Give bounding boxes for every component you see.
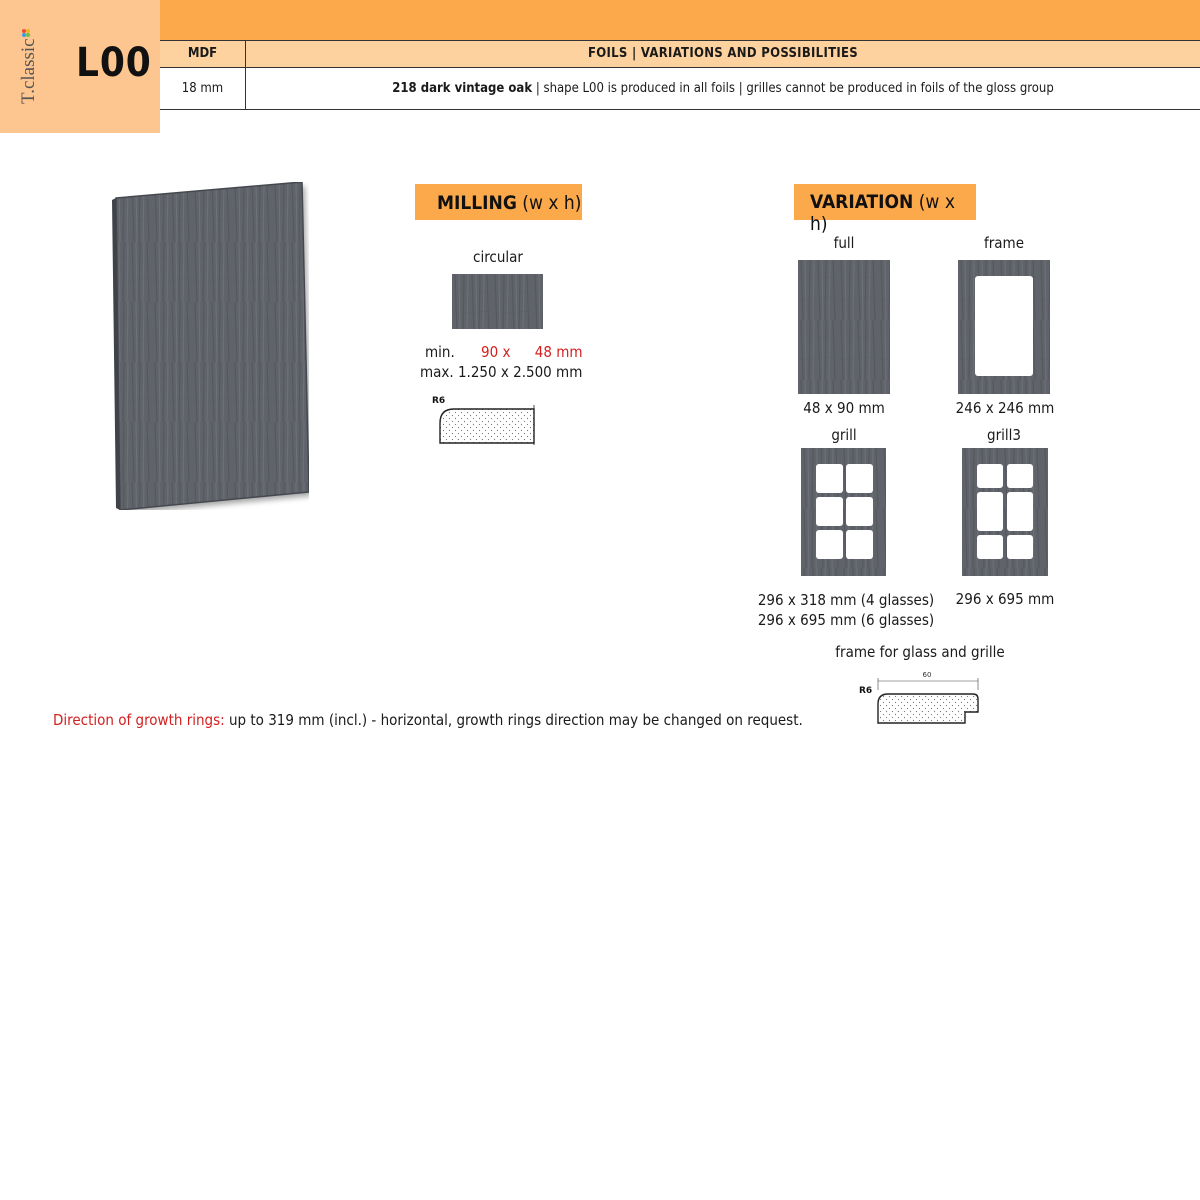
model-code: L00 (76, 40, 152, 86)
milling-swatch-image (452, 274, 543, 329)
variation-frame-label: frame (983, 234, 1024, 252)
milling-heading-unit: (w x h) (522, 192, 582, 214)
milling-min-height: 48 mm (534, 343, 583, 361)
variation-grill3-label: grill3 (987, 426, 1021, 444)
foil-name: 218 dark vintage oak (392, 81, 533, 96)
variation-frame-dims: 246 x 246 mm (955, 399, 1055, 417)
variation-frame-image (958, 260, 1050, 394)
variation-full-label: full (833, 234, 855, 252)
milling-min-label: min. (425, 343, 455, 361)
milling-min-width: 90 x (481, 343, 511, 361)
milling-profile-label: R6 (432, 396, 446, 406)
material-header: MDF (187, 46, 218, 61)
frame-profile-diagram (855, 668, 985, 728)
brand-logo-icon (21, 28, 31, 38)
header-bar (160, 0, 1200, 41)
variation-full-dims: 48 x 90 mm (803, 399, 885, 417)
milling-size-limits (420, 342, 583, 382)
variation-grill3-dims: 296 x 695 mm (955, 590, 1055, 608)
milling-heading-title: MILLING (437, 192, 517, 214)
variation-grill-dims (740, 590, 952, 630)
variation-grill-image (801, 448, 886, 576)
frame-profile-label: R6 (859, 686, 873, 696)
variation-grill3-image (962, 448, 1048, 576)
door-panel-image (112, 182, 309, 510)
thickness-value: 18 mm (181, 81, 224, 96)
variation-heading-unit: (w x h) (810, 191, 955, 235)
foil-note: | shape L00 is produced in all foils | grilles cannot be produced in foils of the gloss group (532, 81, 1054, 96)
brand-name: T.classic (18, 38, 39, 104)
growth-rings-note (53, 711, 803, 729)
variation-heading (794, 184, 976, 235)
milling-max-value: max. 1.250 x 2.500 mm (420, 363, 583, 381)
variation-grill-label: grill (831, 426, 857, 444)
frame-glass-label: frame for glass and grille (835, 643, 1005, 661)
frame-profile-width: 60 (922, 671, 932, 679)
variation-grill-dims-6: 296 x 695 mm (6 glasses) (757, 611, 935, 629)
variation-full-image (798, 260, 890, 394)
growth-rings-label: Direction of growth rings: (53, 711, 225, 729)
milling-type-label: circular (473, 248, 523, 266)
foil-description (246, 81, 1200, 96)
milling-profile-diagram (430, 393, 540, 448)
variation-heading-title: VARIATION (810, 191, 914, 213)
milling-min-line (420, 342, 583, 362)
milling-heading (415, 184, 582, 220)
variation-grill-dims-4: 296 x 318 mm (4 glasses) (757, 591, 935, 609)
foils-header: FOILS | VARIATIONS AND POSSIBILITIES (587, 46, 859, 61)
growth-rings-text: up to 319 mm (incl.) - horizontal, growth rings direction may be changed on request. (224, 711, 803, 729)
